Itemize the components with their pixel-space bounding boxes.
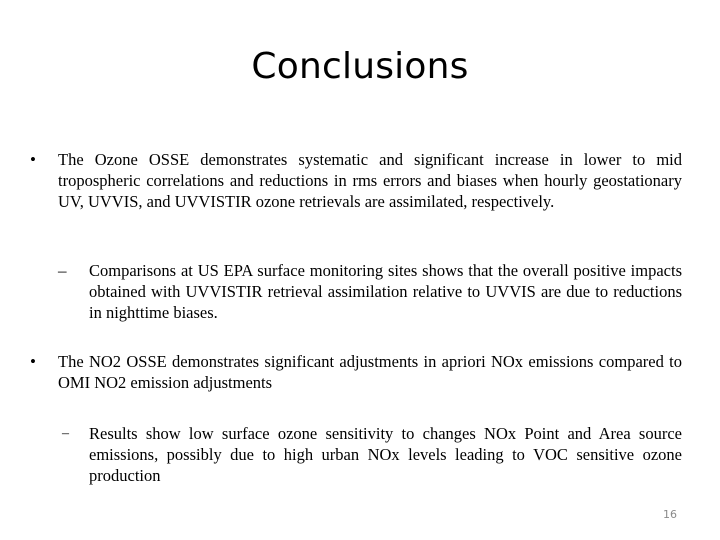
page-number: 16	[663, 508, 677, 521]
page-title: Conclusions	[251, 46, 469, 87]
bullet-text-no2-osse: The NO2 OSSE demonstrates significant adjustments in apriori NOx emissions compared to OMI NO2 emission adjustments	[58, 352, 682, 392]
sub-bullet-marker: –	[62, 426, 69, 441]
bullet-text-ozone-osse: The Ozone OSSE demonstrates systematic and significant increase in lower to mid tropospheric correlations and reductions in rms errors and biases when hourly geostationary UV, UVVIS, and UVVISTIR ozone retrievals are assimilated, respectively.	[58, 150, 682, 211]
bullet-marker: •	[30, 352, 36, 371]
sub-bullet-text-ozone-sensitivity: Results show low surface ozone sensitivity to changes NOx Point and Area source emissions, possibly due to high urban NOx levels leading to VOC sensitive ozone production	[89, 424, 682, 485]
sub-bullet-text-epa-comparison: Comparisons at US EPA surface monitoring sites shows that the overall positive impacts obtained with UVVISTIR retrieval assimilation relative to UVVIS are due to reductions in nighttime biases.	[89, 261, 682, 322]
sub-bullet-marker: –	[58, 261, 67, 280]
bullet-marker: •	[30, 150, 36, 169]
